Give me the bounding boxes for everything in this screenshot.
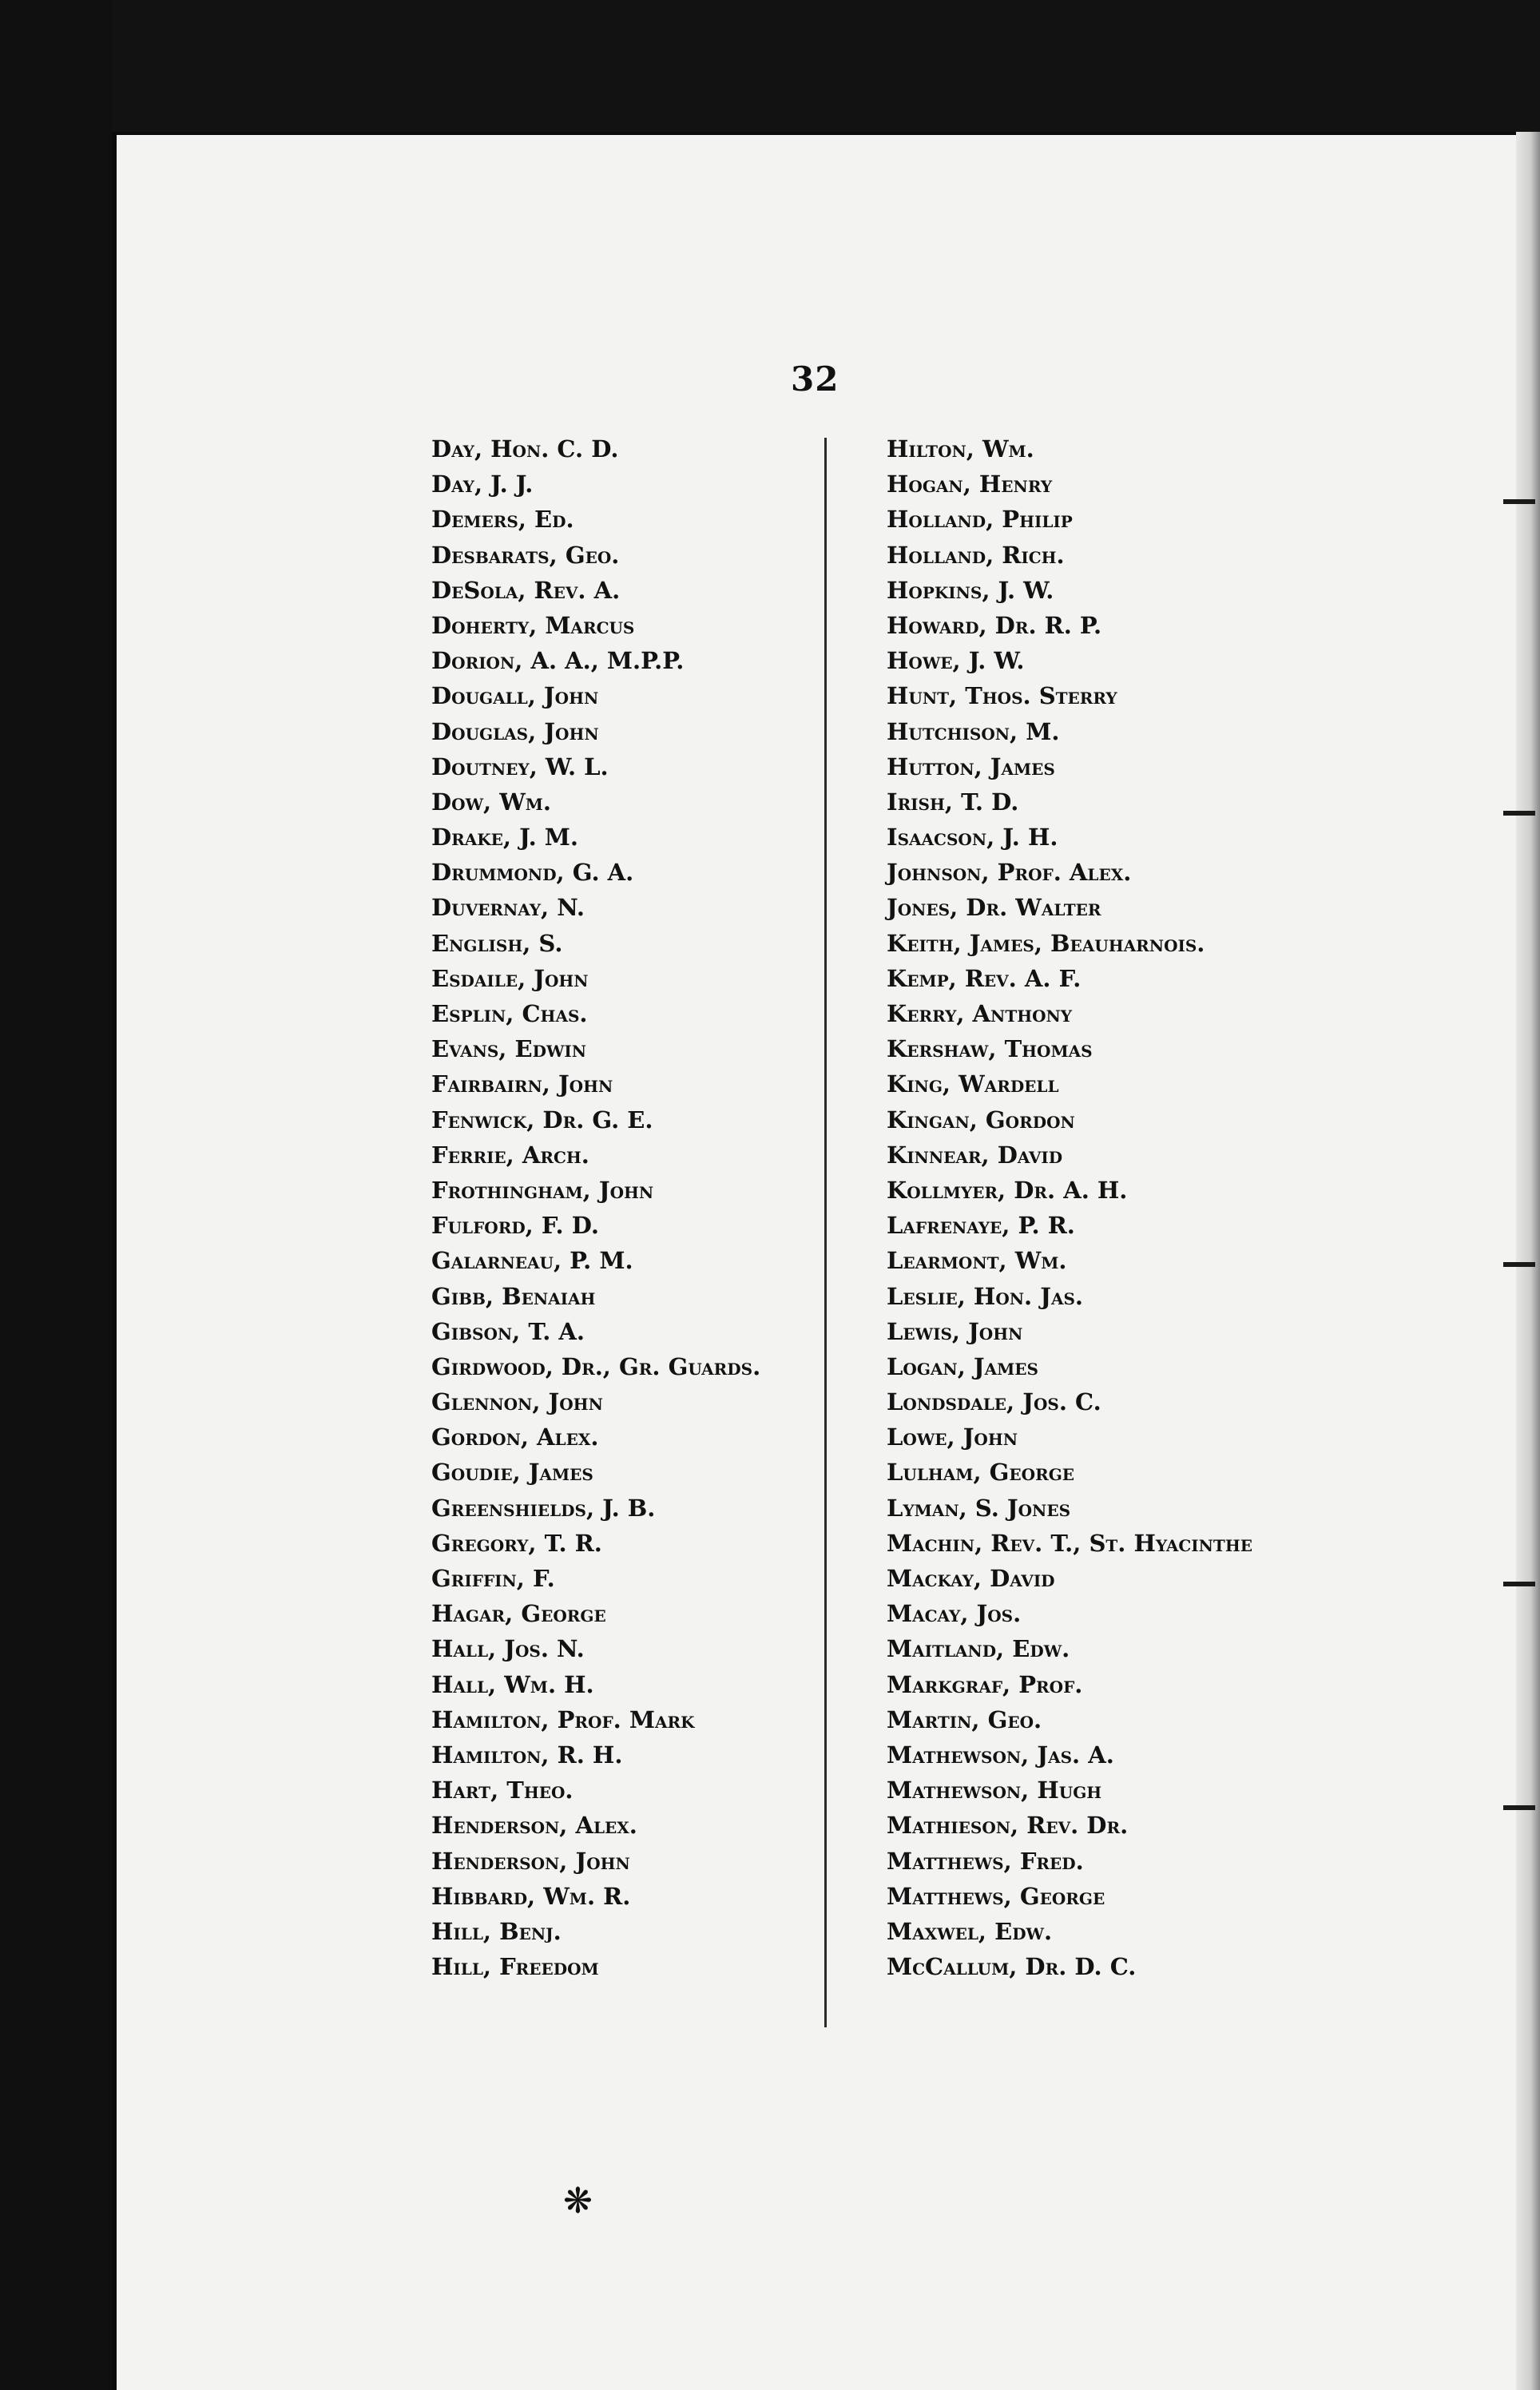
name-entry: Hunt, Thos. Sterry	[887, 682, 1117, 710]
name-entry: Hibbard, Wm. R.	[431, 1882, 631, 1910]
name-entry: Markgraf, Prof.	[887, 1670, 1083, 1698]
name-entry: Frothingham, John	[431, 1176, 654, 1204]
binding-mark	[1503, 1582, 1535, 1586]
name-entry: Drake, J. M.	[431, 824, 578, 852]
name-entry: Hamilton, R. H.	[431, 1741, 623, 1769]
name-entry: Doutney, W. L.	[431, 752, 609, 780]
name-entry: Kollmyer, Dr. A. H.	[887, 1176, 1128, 1204]
name-entry: Fenwick, Dr. G. E.	[431, 1106, 653, 1133]
name-entry: Galarneau, P. M.	[431, 1247, 633, 1275]
name-list-left	[431, 431, 847, 1984]
name-entry: Fairbairn, John	[431, 1070, 613, 1098]
name-entry: Demers, Ed.	[431, 506, 574, 534]
name-entry: Gibson, T. A.	[431, 1317, 585, 1345]
name-entry: Dougall, John	[431, 682, 599, 710]
name-entry: Hutton, James	[887, 752, 1055, 780]
name-entry: Mathieson, Rev. Dr.	[887, 1812, 1129, 1840]
name-entry: Lewis, John	[887, 1317, 1023, 1345]
name-entry: Glennon, John	[431, 1388, 603, 1416]
name-entry: Isaacson, J. H.	[887, 824, 1058, 852]
name-entry: Macay, Jos.	[887, 1600, 1022, 1628]
name-entry: Girdwood, Dr., Gr. Guards.	[431, 1352, 761, 1380]
name-entry: Douglas, John	[431, 717, 599, 745]
name-entry: Duvernay, N.	[431, 894, 585, 922]
name-entry: Henderson, John	[431, 1847, 630, 1875]
name-entry: Esdaile, John	[431, 964, 589, 992]
name-entry: Hill, Benj.	[431, 1917, 562, 1945]
name-entry: Logan, James	[887, 1352, 1038, 1380]
name-entry: McCallum, Dr. D. C.	[887, 1953, 1137, 1981]
name-entry: Londsdale, Jos. C.	[887, 1388, 1101, 1416]
name-entry: Lyman, S. Jones	[887, 1494, 1071, 1522]
name-entry: Fulford, F. D.	[431, 1212, 599, 1240]
name-entry: Desbarats, Geo.	[431, 541, 620, 569]
name-entry: Ferrie, Arch.	[431, 1141, 589, 1169]
name-entry: Matthews, Fred.	[887, 1847, 1084, 1875]
name-entry: Johnson, Prof. Alex.	[887, 859, 1132, 887]
name-entry: Lulham, George	[887, 1459, 1075, 1487]
name-entry: Kingan, Gordon	[887, 1106, 1075, 1133]
name-entry: DeSola, Rev. A.	[431, 576, 621, 604]
name-entry: Hall, Wm. H.	[431, 1670, 594, 1698]
name-entry: Hilton, Wm.	[887, 435, 1034, 463]
scan-blemish-icon: ❋	[563, 2181, 593, 2221]
name-entry: Howard, Dr. R. P.	[887, 611, 1102, 639]
scan-background-top	[0, 0, 1540, 136]
scan-background-left	[0, 0, 112, 2390]
name-entry: Lafrenaye, P. R.	[887, 1212, 1075, 1240]
name-entry: Goudie, James	[431, 1459, 593, 1487]
name-entry: Gregory, T. R.	[431, 1529, 602, 1557]
name-entry: Maitland, Edw.	[887, 1635, 1070, 1663]
name-entry: Jones, Dr. Walter	[887, 894, 1101, 922]
name-entry: Kemp, Rev. A. F.	[887, 964, 1082, 992]
binding-mark	[1503, 499, 1535, 504]
name-entry: English, S.	[431, 929, 563, 957]
name-entry: Kerry, Anthony	[887, 1000, 1073, 1027]
name-entry: Learmont, Wm.	[887, 1247, 1067, 1275]
name-entry: Hill, Freedom	[431, 1953, 599, 1981]
name-entry: Machin, Rev. T., St. Hyacinthe	[887, 1529, 1252, 1557]
name-entry: Howe, J. W.	[887, 647, 1025, 675]
name-entry: Gordon, Alex.	[431, 1423, 599, 1451]
name-entry: Day, Hon. C. D.	[431, 435, 619, 463]
name-list-right	[887, 431, 1334, 1984]
name-entry: Dorion, A. A., M.P.P.	[431, 647, 685, 675]
name-entry: Drummond, G. A.	[431, 859, 634, 887]
page-edge	[1516, 132, 1540, 2390]
binding-mark	[1503, 1262, 1535, 1267]
name-entry: Holland, Philip	[887, 506, 1073, 534]
name-entry: Doherty, Marcus	[431, 611, 635, 639]
name-entry: Hamilton, Prof. Mark	[431, 1705, 695, 1733]
name-entry: Irish, T. D.	[887, 788, 1019, 816]
name-entry: Hagar, George	[431, 1600, 606, 1628]
name-entry: Henderson, Alex.	[431, 1812, 637, 1840]
page-number: 32	[791, 359, 839, 399]
name-entry: Mathewson, Jas. A.	[887, 1741, 1114, 1769]
name-entry: Lowe, John	[887, 1423, 1018, 1451]
name-entry: Hall, Jos. N.	[431, 1635, 585, 1663]
name-entry: Evans, Edwin	[431, 1035, 587, 1063]
name-entry: Greenshields, J. B.	[431, 1494, 656, 1522]
binding-mark	[1503, 1805, 1535, 1810]
name-entry: Holland, Rich.	[887, 541, 1065, 569]
name-entry: Esplin, Chas.	[431, 1000, 588, 1027]
name-entry: Kershaw, Thomas	[887, 1035, 1093, 1063]
name-entry: Hart, Theo.	[431, 1777, 574, 1804]
name-entry: Mathewson, Hugh	[887, 1777, 1102, 1804]
binding-mark	[1503, 811, 1535, 816]
name-entry: King, Wardell	[887, 1070, 1059, 1098]
name-entry: Kinnear, David	[887, 1141, 1063, 1169]
name-entry: Mackay, David	[887, 1565, 1055, 1592]
name-entry: Maxwel, Edw.	[887, 1917, 1053, 1945]
name-entry: Hogan, Henry	[887, 470, 1053, 498]
name-entry: Gibb, Benaiah	[431, 1282, 596, 1310]
name-entry: Hopkins, J. W.	[887, 576, 1054, 604]
name-entry: Keith, James, Beauharnois.	[887, 929, 1205, 957]
name-entry: Martin, Geo.	[887, 1705, 1042, 1733]
name-entry: Hutchison, M.	[887, 717, 1060, 745]
name-entry: Matthews, George	[887, 1882, 1105, 1910]
name-entry: Day, J. J.	[431, 470, 534, 498]
name-entry: Griffin, F.	[431, 1565, 555, 1592]
name-entry: Dow, Wm.	[431, 788, 552, 816]
name-entry: Leslie, Hon. Jas.	[887, 1282, 1084, 1310]
